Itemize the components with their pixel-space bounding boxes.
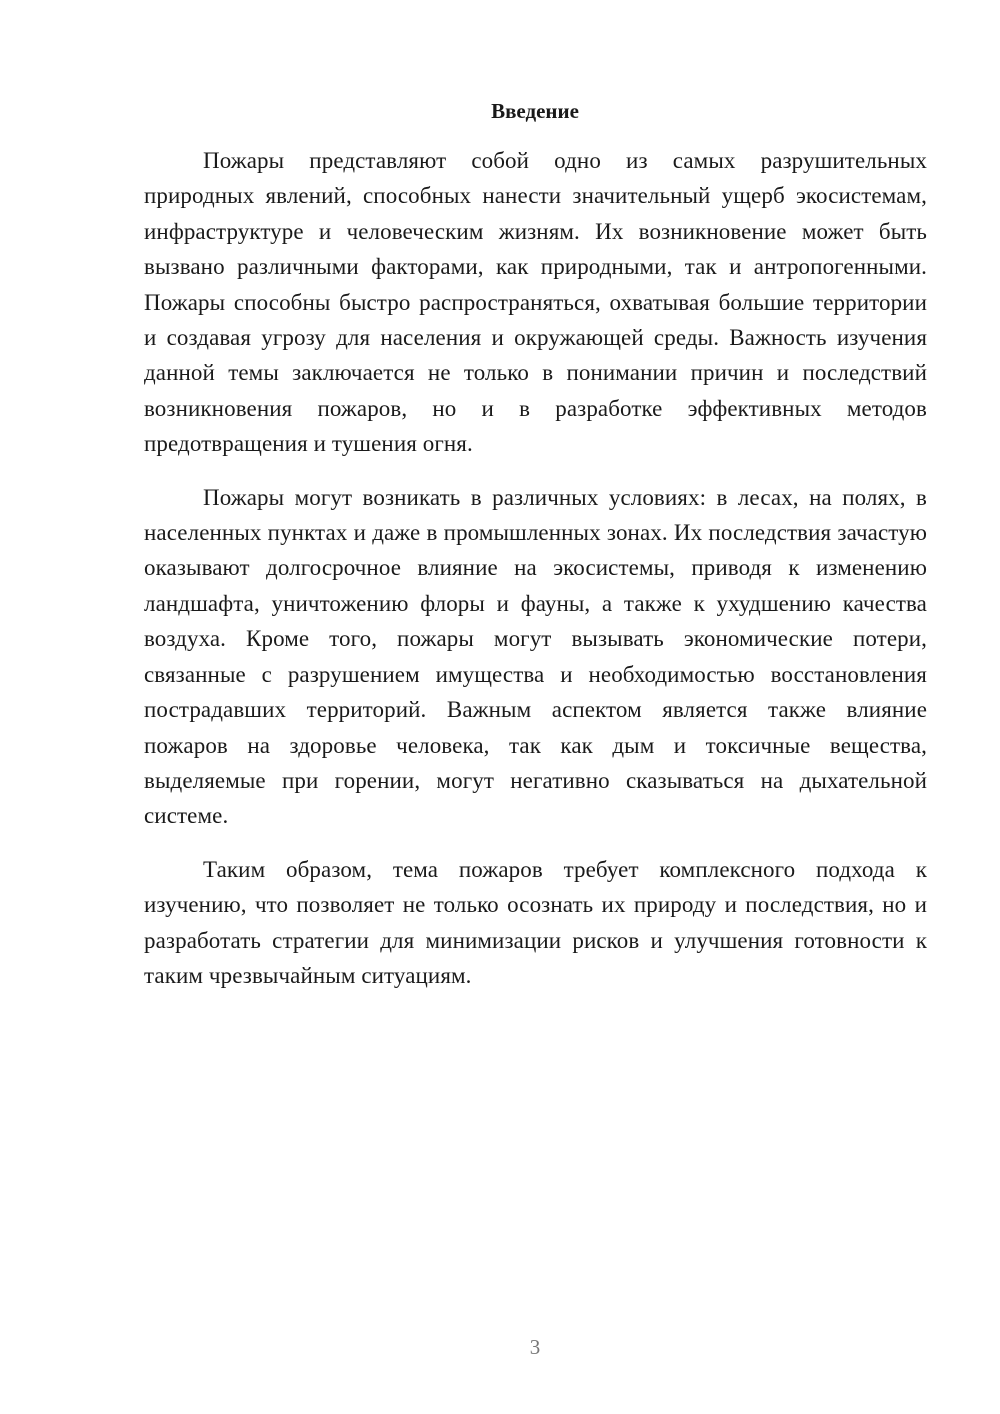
- paragraph-3: Таким образом, тема пожаров требует комплексного подхода к изучению, что позволяет не только осознать их природу и последствия, но и разработать стратегии для минимизации рисков и улучшения готовности к таким чрезвычайным ситуациям.: [144, 856, 927, 988]
- paragraph-2: Пожары могут возникать в различных условиях: в лесах, на полях, в населенных пунктах и даже в промышленных зонах. Их последствия зачастую оказывают долгосрочное влияние на экосистемы, приводя к изменению ландшафта, уничтожению флоры и фауны, а также к ухудшению качества воздуха. Кроме того, пожары могут вызывать экономические потери, связанные с разрушением имущества и необходимостью восстановления пострадавших территорий. Важным аспектом является также влияние пожаров на здоровье человека, так как дым и токсичные вещества, выделяемые при горении, могут негативно сказываться на дыхательной системе.: [144, 484, 927, 829]
- paragraph-1: Пожары представляют собой одно из самых разрушительных природных явлений, способных нанести значительный ущерб экосистемам, инфраструктуре и человеческим жизням. Их возникновение может быть вызвано различными факторами, как природными, так и антропогенными. Пожары способны быстро распространяться, охватывая большие территории и создавая угрозу для населения и окружающей среды. Важность изучения данной темы заключается не только в понимании причин и последствий возникновения пожаров, но и в разработке эффективных методов предотвращения и тушения огня.: [144, 148, 927, 457]
- page-title: Введение: [491, 99, 579, 123]
- body-text: [144, 143, 927, 993]
- page-number: 3: [529, 1335, 541, 1359]
